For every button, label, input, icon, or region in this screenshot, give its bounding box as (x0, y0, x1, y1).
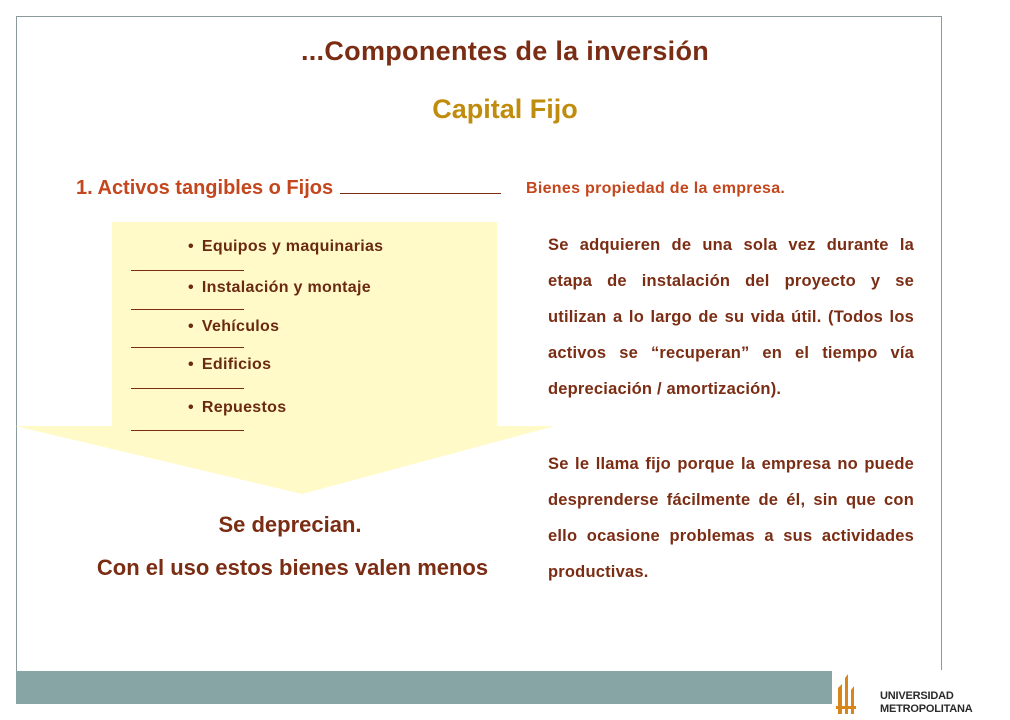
bullet-icon: • (188, 356, 194, 373)
connector-line (340, 193, 501, 194)
list-item-label: Equipos y maquinarias (201, 238, 384, 255)
bullet-icon: • (188, 399, 194, 416)
list-item (188, 279, 371, 297)
bullet-icon: • (188, 279, 194, 296)
item-divider (131, 388, 244, 389)
list-item-label: Instalación y montaje (201, 279, 371, 296)
logo-text-line1: UNIVERSIDAD (880, 690, 954, 702)
logo-text-line2: METROPOLITANA (880, 703, 973, 715)
item-divider (131, 430, 244, 431)
item-divider (131, 270, 244, 271)
ownership-note: Bienes propiedad de la empresa. (526, 180, 786, 197)
list-item (188, 318, 279, 336)
footer-band (16, 671, 942, 704)
bullet-icon: • (188, 318, 194, 335)
description-paragraph: Se adquieren de una sola vez durante la etapa de instalación del proyecto y se utilizan a lo largo de su vida útil. (Todos los activos se “recuperan” en el tiempo vía depreciación / amortización). (548, 236, 914, 398)
list-item (188, 238, 383, 256)
list-item-label: Repuestos (201, 399, 287, 416)
section-heading: 1. Activos tangibles o Fijos (76, 177, 334, 199)
slide-title: ...Componentes de la inversión (300, 36, 710, 66)
bullet-icon: • (188, 238, 194, 255)
list-item-label: Vehículos (201, 318, 280, 335)
conclusion-heading: Se deprecian. (218, 512, 362, 537)
slide-subtitle: Capital Fijo (432, 94, 578, 124)
item-divider (131, 347, 244, 348)
list-item-label: Edificios (201, 356, 272, 373)
description-paragraph: Se le llama fijo porque la empresa no puede desprenderse fácilmente de él, sin que con ello ocasione problemas a sus actividades productivas. (548, 455, 914, 581)
item-divider (131, 309, 244, 310)
list-item (188, 399, 286, 417)
conclusion-text: Con el uso estos bienes valen menos (96, 555, 489, 580)
list-item (188, 356, 271, 374)
